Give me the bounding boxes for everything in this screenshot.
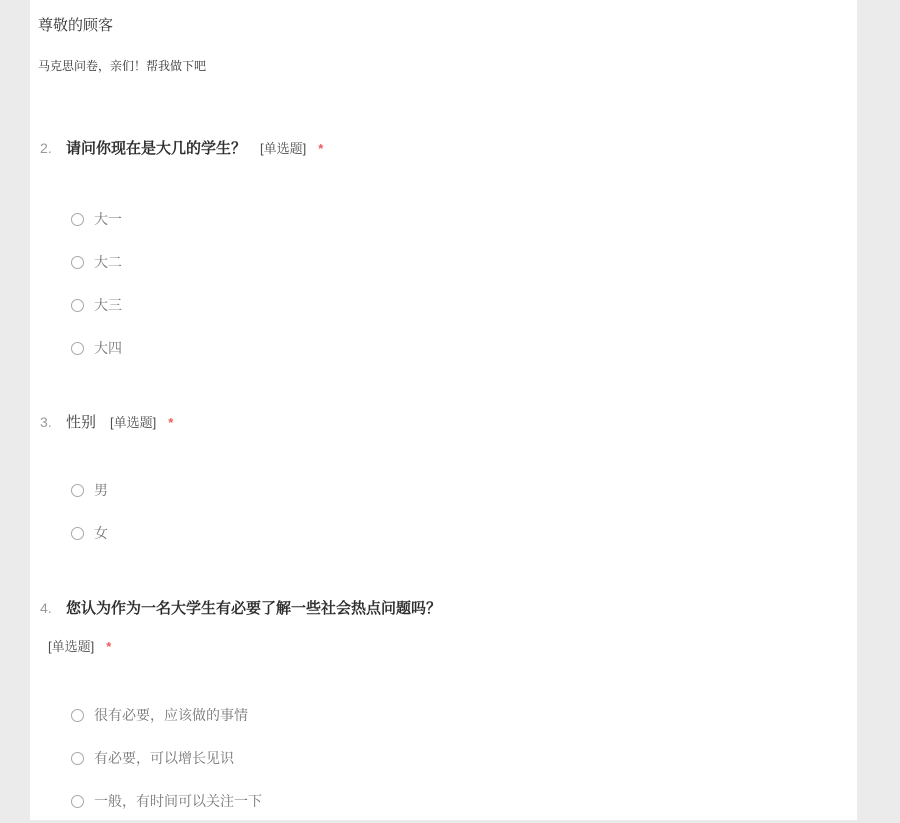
radio-button[interactable] [71, 342, 84, 355]
radio-button[interactable] [71, 527, 84, 540]
option-row[interactable] [71, 512, 857, 555]
option-list [30, 198, 857, 370]
option-row[interactable] [71, 469, 857, 512]
option-label: 大三 [94, 297, 122, 313]
option-list [30, 469, 857, 555]
option-label: 有必要，可以增长见识 [94, 750, 234, 766]
radio-button[interactable] [71, 752, 84, 765]
option-list [30, 694, 857, 823]
radio-button[interactable] [71, 213, 84, 226]
option-row[interactable] [71, 284, 857, 327]
question-title: 您认为作为一名大学生有必要了解一些社会热点问题吗？ [66, 600, 442, 617]
option-label: 女 [94, 525, 108, 541]
question-block [30, 600, 857, 823]
question-list [30, 140, 857, 823]
option-label: 一般，有时间可以关注一下 [94, 793, 262, 809]
required-asterisk: * [106, 639, 112, 654]
required-asterisk: * [318, 141, 324, 156]
question-block [30, 414, 857, 555]
question-number: 4. [40, 600, 52, 616]
option-row[interactable] [71, 694, 857, 737]
question-title: 性别 [66, 414, 97, 431]
question-type-label: [单选题] [110, 415, 157, 430]
option-label: 大四 [94, 340, 122, 356]
question-block [30, 140, 857, 370]
option-row[interactable] [71, 241, 857, 284]
question-header [40, 414, 857, 431]
option-label: 大二 [94, 254, 122, 270]
question-type-line [48, 640, 857, 653]
survey-form-card [30, 0, 857, 820]
question-number: 3. [40, 414, 52, 430]
radio-button[interactable] [71, 299, 84, 312]
radio-button[interactable] [71, 795, 84, 808]
option-row[interactable] [71, 198, 857, 241]
required-asterisk: * [168, 415, 174, 430]
option-row[interactable] [71, 327, 857, 370]
question-header [40, 600, 857, 617]
question-type-label: [单选题] [48, 639, 95, 654]
radio-button[interactable] [71, 709, 84, 722]
form-title: 尊敬的顾客 [38, 17, 114, 34]
option-row[interactable] [71, 780, 857, 823]
question-type-label: [单选题] [260, 141, 307, 156]
option-label: 大一 [94, 211, 122, 227]
option-label: 很有必要，应该做的事情 [94, 707, 248, 723]
radio-button[interactable] [71, 256, 84, 269]
option-label: 男 [94, 482, 108, 498]
form-subtitle: 马克思问卷，亲们！帮我做下吧 [38, 59, 207, 73]
question-header [40, 140, 857, 157]
radio-button[interactable] [71, 484, 84, 497]
question-title: 请问你现在是大几的学生？ [66, 140, 247, 157]
option-row[interactable] [71, 737, 857, 780]
question-number: 2. [40, 140, 52, 156]
